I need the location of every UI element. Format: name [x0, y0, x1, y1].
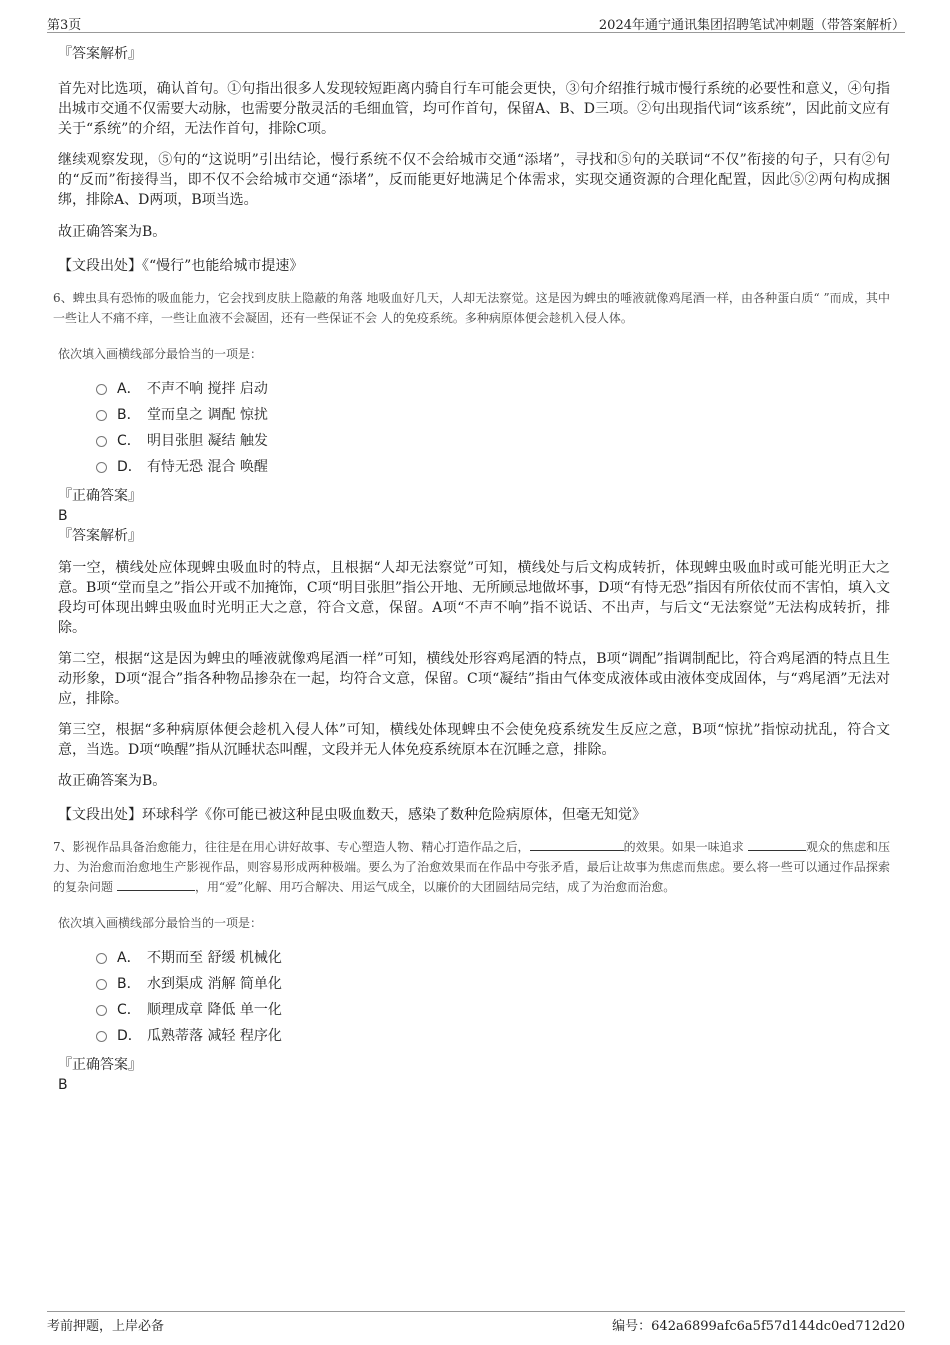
option-d[interactable]: D． 瓜熟蒂落 减轻 程序化	[58, 1023, 890, 1049]
page-header	[47, 10, 905, 33]
option-a[interactable]: A． 不期而至 舒缓 机械化	[58, 945, 890, 971]
document-title: 2024年通宁通讯集团招聘笔试冲刺题（带答案解析）	[598, 18, 905, 33]
radio-icon[interactable]	[96, 384, 107, 395]
page-number: 第3页	[47, 18, 82, 33]
answer-value: B	[58, 1077, 68, 1093]
conclusion: 故正确答案为B。	[58, 224, 167, 240]
option-a[interactable]: A． 不声不响 搅拌 启动	[58, 376, 890, 402]
option-c[interactable]: C． 明目张胆 凝结 触发	[58, 428, 890, 454]
option-d[interactable]: D． 有恃无恐 混合 唤醒	[58, 454, 890, 480]
blank-line	[748, 838, 806, 851]
radio-icon[interactable]	[96, 462, 107, 473]
source-note: 【文段出处】《“慢行”也能给城市提速》	[58, 258, 304, 274]
radio-icon[interactable]	[96, 1031, 107, 1042]
analysis-label: 『答案解析』	[58, 528, 142, 544]
blank-line	[117, 878, 195, 891]
option-list	[58, 376, 890, 480]
option-b[interactable]: B． 水到渠成 消解 简单化	[58, 971, 890, 997]
question-text: 6、蜱虫具有恐怖的吸血能力，它会找到皮肤上隐蔽的角落 地吸血好几天，人却无法察觉。这是因为蜱虫的唾液就像鸡尾酒一样，由各种蛋白质“ ”而成，其中一些让人不痛不痒，一些让血液不会凝固，还有一些保证不会 人的免疫系统。多种病原体便会趁机入侵人体。	[53, 291, 890, 325]
question-prompt: 依次填入画横线部分最恰当的一项是：	[58, 916, 263, 930]
question-prompt: 依次填入画横线部分最恰当的一项是：	[58, 347, 263, 361]
analysis-paragraph: 继续观察发现，⑤句的“这说明”引出结论，慢行系统不仅不会给城市交通“添堵”，寻找和⑤句的关联词“不仅”衔接的句子，只有②句的“反而”衔接得当，即不仅不会给城市交通“添堵”，反而能更好地满足个体需求，实现交通资源的合理化配置，因此⑤②两句构成捆绑，排除A、D两项，B项当选。	[58, 152, 890, 208]
page-footer	[47, 1311, 905, 1334]
radio-icon[interactable]	[96, 979, 107, 990]
analysis-paragraph: 第二空，根据“这是因为蜱虫的唾液就像鸡尾酒一样”可知，横线处形容鸡尾酒的特点，B项“调配”指调制配比，符合鸡尾酒的特点且生动形象，D项“混合”指各种物品掺杂在一起，均符合文意，保留。C项“凝结”指由气体变成液体或由液体变成固体，与“鸡尾酒”无法对应，排除。	[58, 651, 890, 707]
blank-line	[530, 838, 624, 851]
answer-label: 『正确答案』	[58, 488, 142, 504]
analysis-label: 『答案解析』	[58, 46, 142, 62]
radio-icon[interactable]	[96, 436, 107, 447]
footer-slogan: 考前押题，上岸必备	[47, 1319, 165, 1334]
analysis-paragraph: 首先对比选项，确认首句。①句指出很多人发现较短距离内骑自行车可能会更快，③句介绍推行城市慢行系统的必要性和意义，④句指出城市交通不仅需要大动脉，也需要分散灵活的毛细血管，均可作首句，保留A、B、D三项。②句出现指代词“该系统”，因此前文应有关于“系统”的介绍，无法作首句，排除C项。	[58, 81, 890, 137]
radio-icon[interactable]	[96, 410, 107, 421]
radio-icon[interactable]	[96, 1005, 107, 1016]
radio-icon[interactable]	[96, 953, 107, 964]
answer-value: B	[58, 508, 68, 524]
question-text: 7、影视作品具备治愈能力，往往是在用心讲好故事、专心塑造人物、精心打造作品之后， 的效果。如果一味追求 观众的焦虑和压力、为治愈而治愈地生产影视作品，则容易形成两种极端。要么为了治愈效果而在作品中夸张矛盾，最后让故事为焦虑而焦虑。要么将一些可以通过作品探索的复杂问题 ，用“爱”化解、用巧合解决、用运气成全，以廉价的大团圆结局完结，成了为治愈而治愈。	[53, 840, 890, 894]
document-id: 编号：642a6899afc6a5f57d144dc0ed712d20	[612, 1319, 905, 1334]
analysis-paragraph: 第三空，根据“多种病原体便会趁机入侵人体”可知，横线处体现蜱虫不会使免疫系统发生反应之意，B项“惊扰”指惊动扰乱，符合文意，当选。D项“唤醒”指从沉睡状态叫醒，文段并无人体免疫系统原本在沉睡之意，排除。	[58, 722, 890, 758]
answer-label: 『正确答案』	[58, 1057, 142, 1073]
option-b[interactable]: B． 堂而皇之 调配 惊扰	[58, 402, 890, 428]
page-content	[53, 44, 890, 1095]
source-note: 【文段出处】环球科学《你可能已被这种昆虫吸血数天，感染了数种危险病原体，但毫无知觉》	[58, 807, 646, 823]
option-list	[58, 945, 890, 1049]
analysis-paragraph: 第一空，横线处应体现蜱虫吸血时的特点，且根据“人却无法察觉”可知，横线处与后文构成转折，体现蜱虫吸血时或可能光明正大之意。B项“堂而皇之”指公开或不加掩饰，C项“明目张胆”指公开地、无所顾忌地做坏事，D项“有恃无恐”指因有所依仗而不害怕，填入文段均可体现出蜱虫吸血时光明正大之意，符合文意，保留。A项“不声不响”指不说话、不出声，与后文“无法察觉”无法构成转折，排除。	[58, 560, 890, 636]
conclusion: 故正确答案为B。	[58, 773, 167, 789]
option-c[interactable]: C． 顺理成章 降低 单一化	[58, 997, 890, 1023]
